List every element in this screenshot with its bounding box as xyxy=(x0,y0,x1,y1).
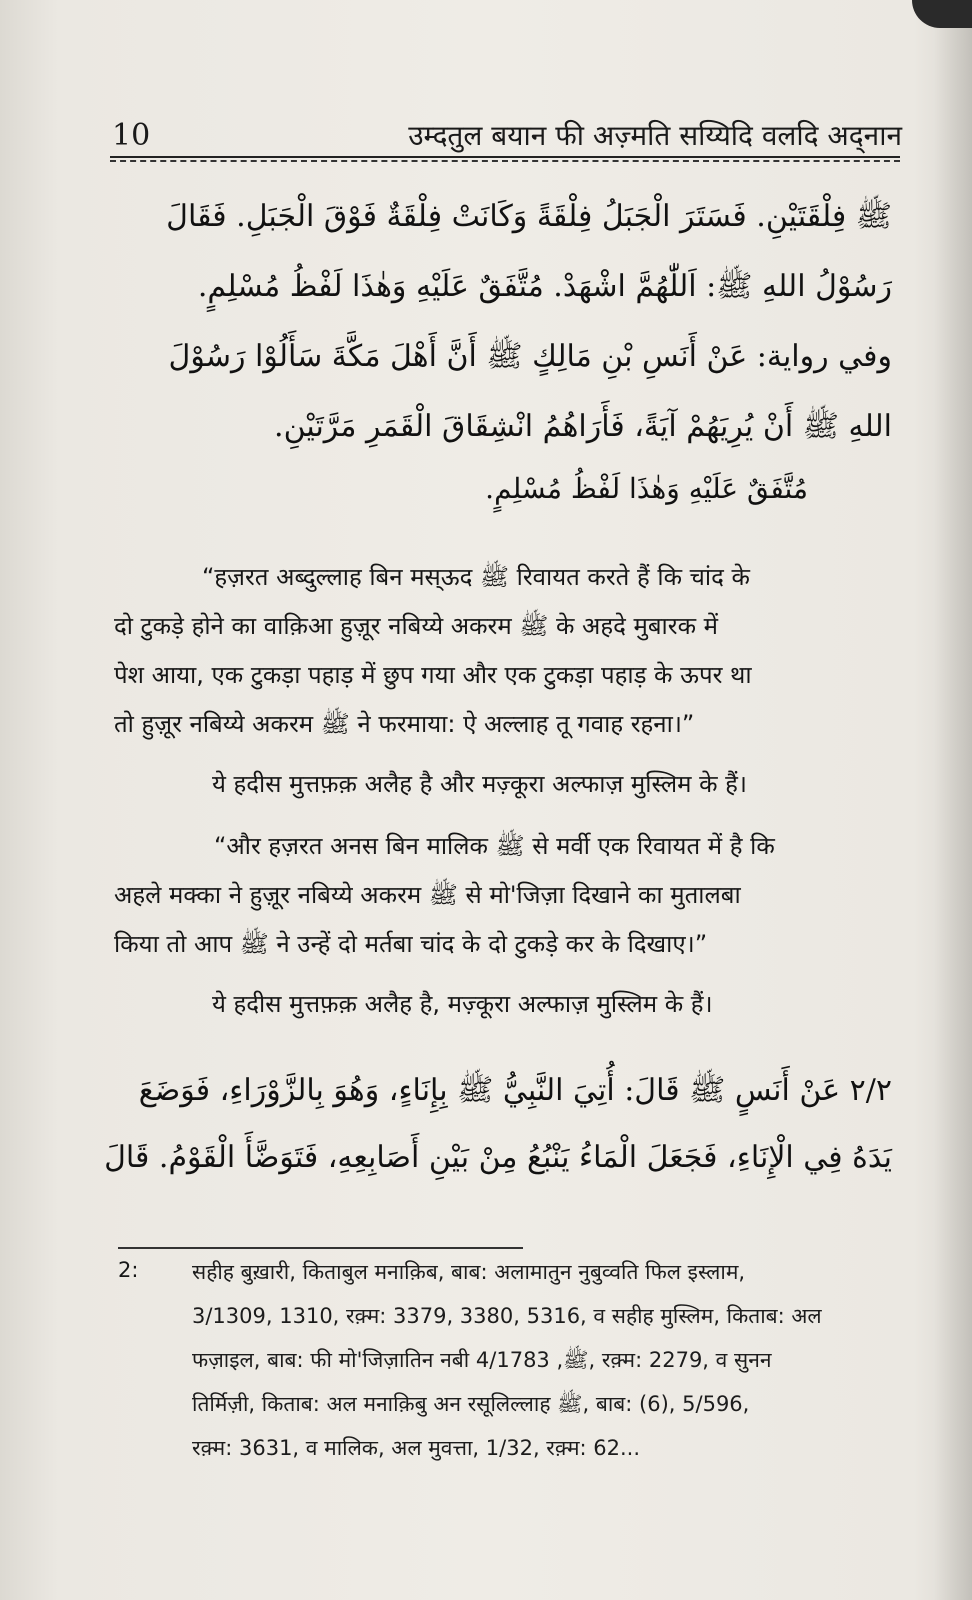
hindi-2-note: ये हदीस मुत्तफ़क़ अलैह है, मज़्कूरा अल्फाज़ मुस्लिम के हैं। xyxy=(212,990,713,1018)
footnote-line-2: 3/1309, 1310, रक़्म: 3379, 3380, 5316, व सहीह मुस्लिम, किताब: अल xyxy=(192,1304,822,1328)
arabic-hadith-2-line-1: ٢/٢ عَنْ أَنَسٍ ﷺ قَالَ: أُتِيَ النَّبِيُّ ﷺ بِإِنَاءٍ، وَهُوَ بِالزَّوْرَاءِ، فَوَضَعَ xyxy=(138,1073,892,1108)
hindi-1-line-1: “हज़रत अब्दुल्लाह बिन मस्ऊद ﷺ रिवायत करते हैं कि चांद के xyxy=(202,563,750,591)
arabic-hadith-2-line-2: يَدَهُ فِي الْإِنَاءِ، فَجَعَلَ الْمَاءُ يَنْبُعُ مِنْ بَيْنِ أَصَابِعِهِ، فَتَوَضَّأَ الْقَوْمُ. قَالَ xyxy=(104,1140,892,1175)
header-rule-dashed xyxy=(110,160,900,162)
hindi-2-line-2: अहले मक्का ने हुज़ूर नबिय्ये अकरम ﷺ से मो'जिज़ा दिखाने का मुतालबा xyxy=(114,881,741,909)
page-edge-shadow xyxy=(934,0,972,1600)
arabic-line-2: رَسُوْلُ اللهِ ﷺ: اَللّٰهُمَّ اشْهَدْ. مُتَّفَقٌ عَلَيْهِ وَهٰذَا لَفْظُ مُسْلِمٍ. xyxy=(197,269,892,304)
header-rule xyxy=(110,156,900,164)
page-header xyxy=(112,110,902,160)
page-corner-shadow xyxy=(912,0,972,28)
footnote-line-5: रक़्म: 3631, व मालिक, अल मुवत्ता, 1/32, रक़्म: 62... xyxy=(192,1436,641,1460)
arabic-line-3: وفي رواية: عَنْ أَنَسِ بْنِ مَالِكٍ ﷺ أَنَّ أَهْلَ مَكَّةَ سَأَلُوْا رَسُوْلَ xyxy=(168,339,892,374)
page-number: 10 xyxy=(112,118,151,153)
hindi-2-line-1: “और हज़रत अनस बिन मालिक ﷺ से मर्वी एक रिवायत में है कि xyxy=(214,832,775,860)
footnote-line-3: फज़ाइल, बाब: फी मो'जिज़ातिन नबी ﷺ, 4/1783, रक़्म: 2279, व सुनन xyxy=(192,1348,772,1372)
hindi-1-line-2: दो टुकड़े होने का वाक़िआ हुज़ूर नबिय्ये अकरम ﷺ के अहदे मुबारक में xyxy=(114,612,719,640)
hindi-1-line-3: पेश आया, एक टुकड़ा पहाड़ में छुप गया और एक टुकड़ा पहाड़ के ऊपर था xyxy=(114,661,752,689)
running-title: उम्दतुल बयान फी अज़्मति सय्यिदि वलदि अद्नान xyxy=(408,119,902,152)
footnote-rule xyxy=(118,1247,523,1249)
hindi-2-line-3: किया तो आप ﷺ ने उन्हें दो मर्तबा चांद के दो टुकड़े कर के दिखाए।” xyxy=(114,930,708,958)
footnote-line-1: सहीह बुख़ारी, किताबुल मनाक़िब, बाब: अलामातुन नुबुव्वति फिल इस्लाम, xyxy=(192,1260,746,1284)
arabic-source-note: مُتَّفَقٌ عَلَيْهِ وَهٰذَا لَفْظُ مُسْلِمٍ. xyxy=(485,472,808,505)
footnote-line-4: तिर्मिज़ी, किताब: अल मनाक़िबु अन रसूलिल्लाह ﷺ, बाब: (6), 5/596, xyxy=(192,1392,750,1416)
arabic-line-4: اللهِ ﷺ أَنْ يُرِيَهُمْ آيَةً، فَأَرَاهُمُ انْشِقَاقَ الْقَمَرِ مَرَّتَيْنِ. xyxy=(274,409,892,444)
hindi-1-line-4: तो हुज़ूर नबिय्ये अकरम ﷺ ने फरमाया: ऐ अल्लाह तू गवाह रहना।” xyxy=(114,710,695,738)
arabic-line-1: ﷺ فِلْقَتَيْنِ. فَسَتَرَ الْجَبَلُ فِلْقَةً وَكَانَتْ فِلْقَةٌ فَوْقَ الْجَبَلِ. فَقَالَ xyxy=(166,199,892,234)
hindi-1-note: ये हदीस मुत्तफ़क़ अलैह है और मज़्कूरा अल्फाज़ मुस्लिम के हैं। xyxy=(212,770,747,798)
header-rule-solid xyxy=(110,156,900,158)
footnote-number: 2: xyxy=(118,1258,139,1282)
